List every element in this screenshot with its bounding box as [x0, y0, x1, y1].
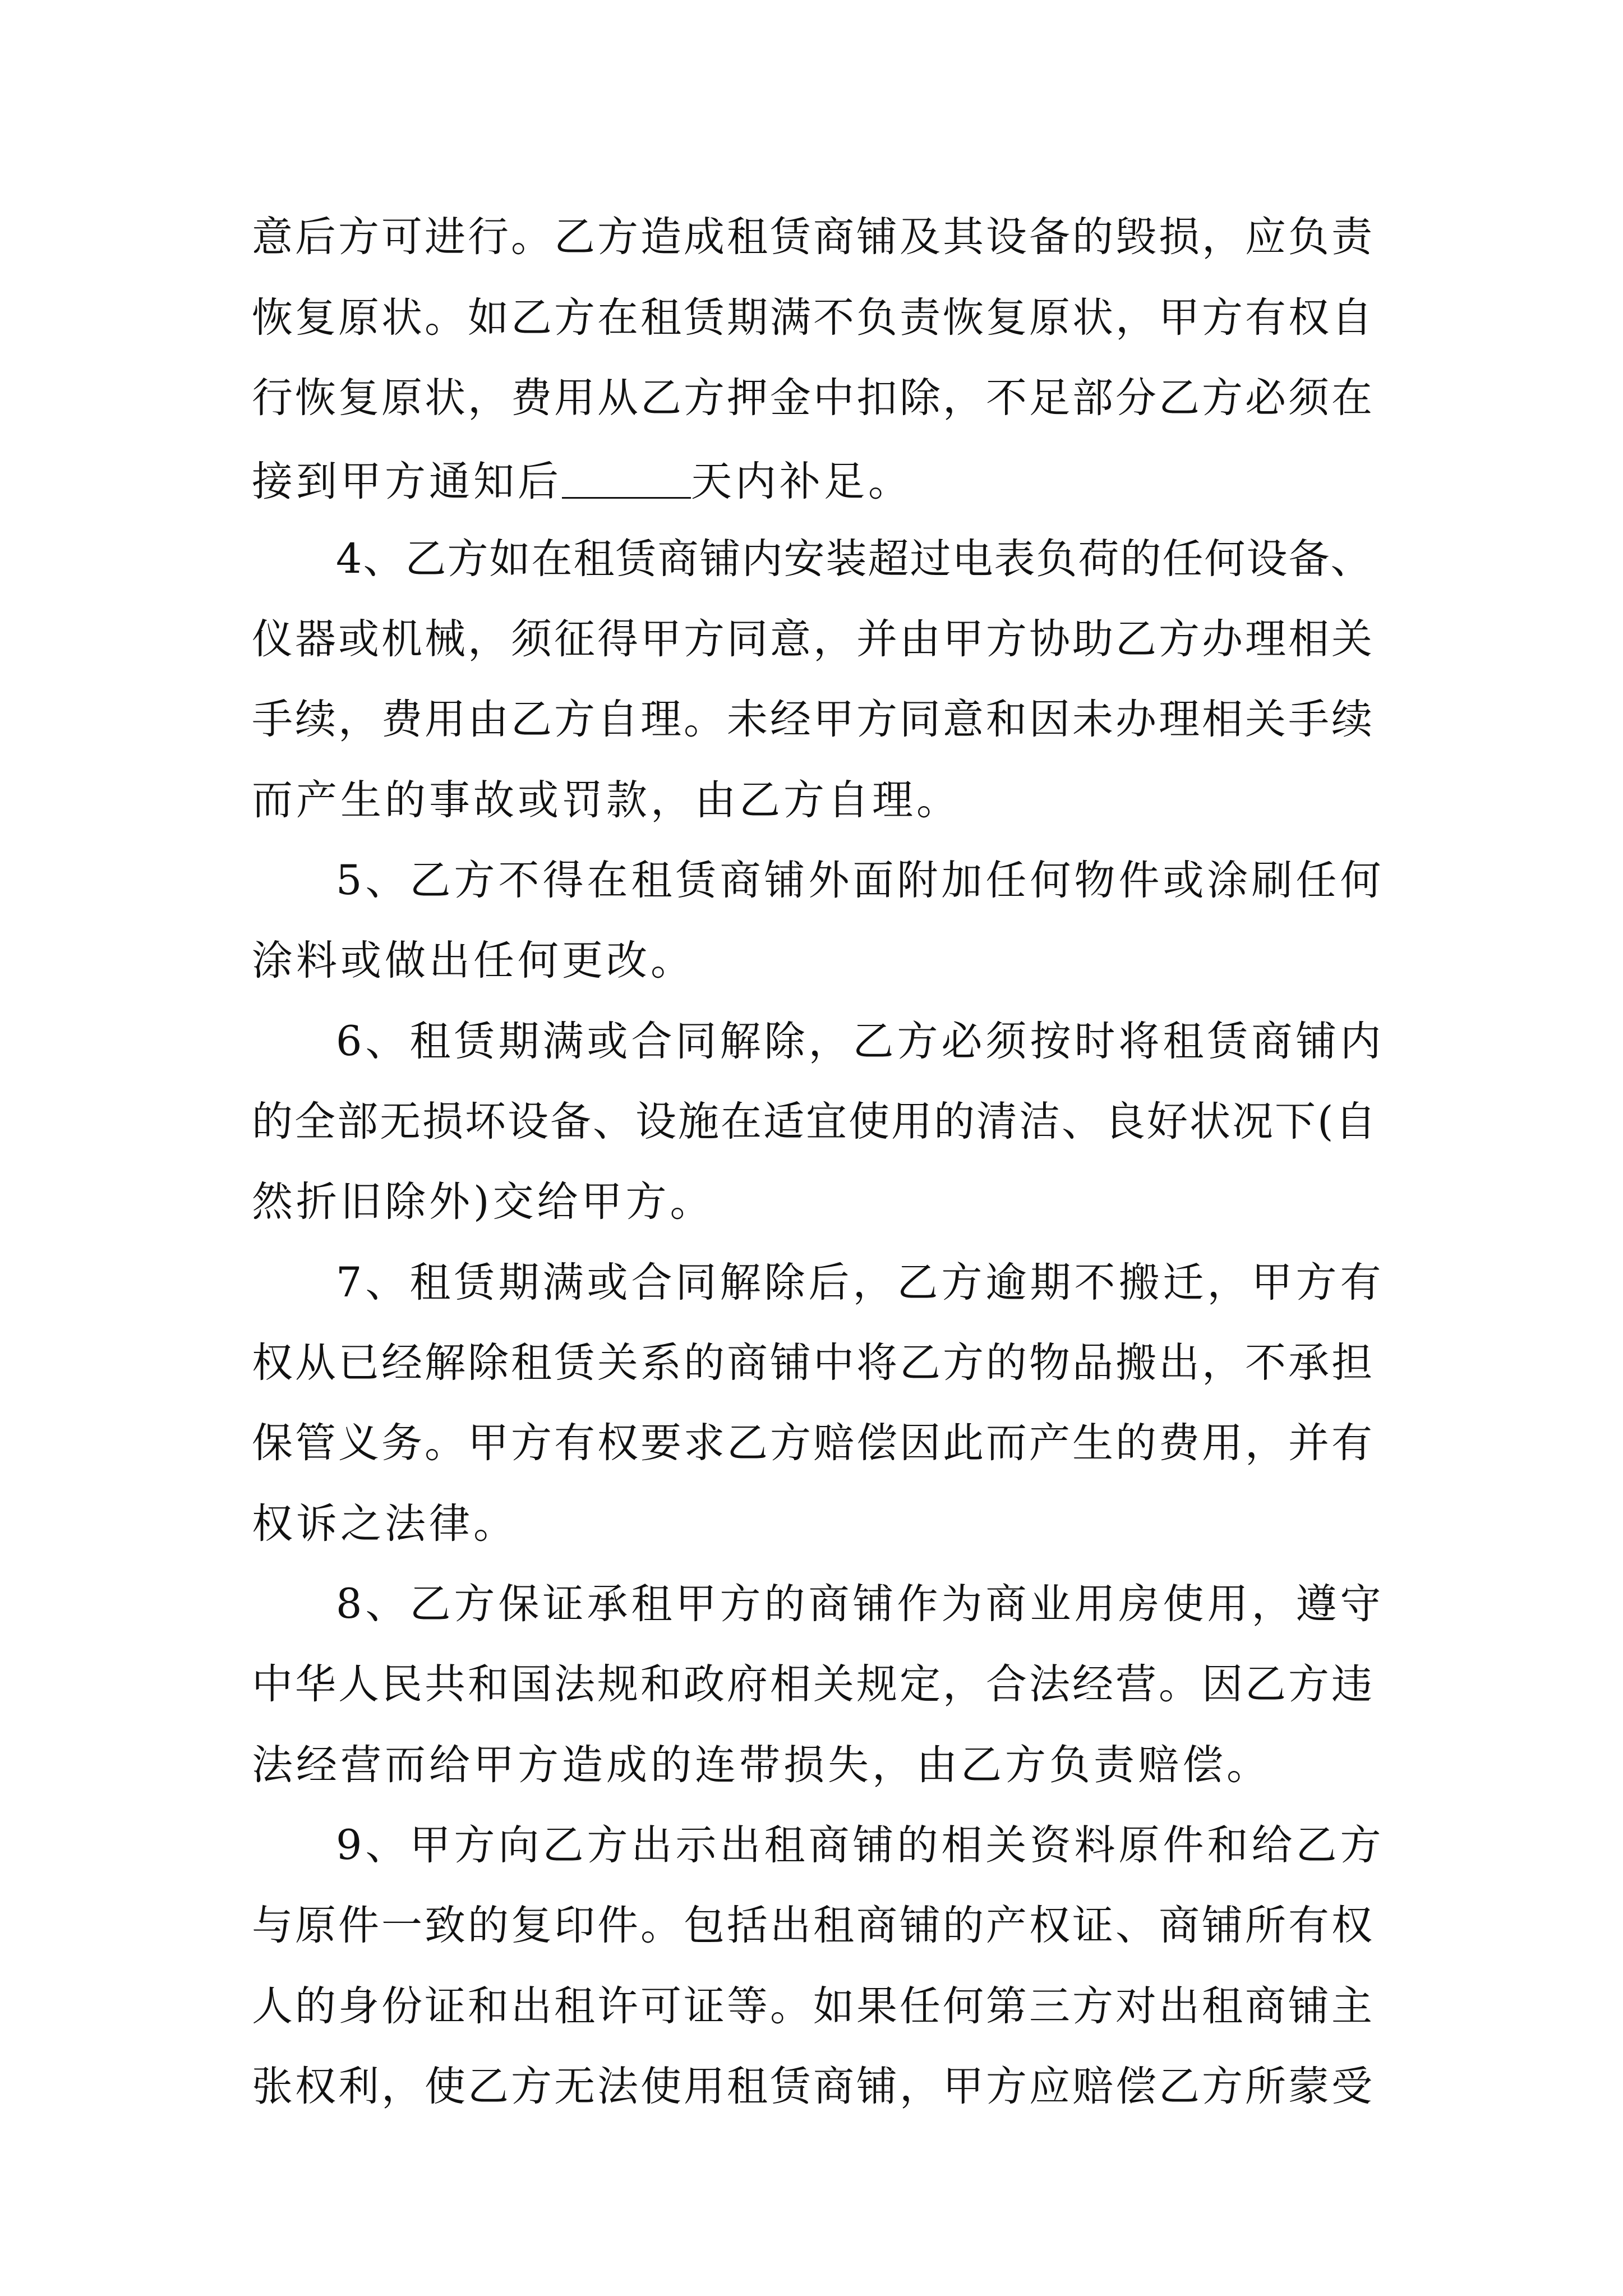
text-line: 手续，费用由乙方自理。未经甲方同意和因未办理相关手续	[252, 696, 1375, 743]
text-line: 中华人民共和国法规和政府相关规定，合法经营。因乙方违	[252, 1660, 1375, 1708]
text-line: 行恢复原状，费用从乙方押金中扣除，不足部分乙方必须在	[252, 374, 1375, 422]
fill-in-blank	[562, 458, 691, 499]
text-line: 涂料或做出任何更改。	[252, 937, 695, 984]
paragraph-8-start: 8、乙方保证承租甲方的商铺作为商业用房使用，遵守	[336, 1580, 1385, 1628]
paragraph-6-start: 6、租赁期满或合同解除，乙方必须按时将租赁商铺内	[336, 1018, 1385, 1065]
paragraph-5-start: 5、乙方不得在租赁商铺外面附加任何物件或涂刷任何	[336, 857, 1385, 904]
text-line: 仪器或机械，须征得甲方同意，并由甲方协助乙方办理相关	[252, 615, 1375, 663]
text-line: 意后方可进行。乙方造成租赁商铺及其设备的毁损，应负责	[252, 213, 1375, 261]
text-line: 的全部无损坏设备、设施在适宜使用的清洁、良好状况下(自	[252, 1098, 1378, 1145]
paragraph-4-start: 4、乙方如在租赁商铺内安装超过电表负荷的任何设备、	[336, 535, 1373, 583]
text-line: 人的身份证和出租许可证等。如果任何第三方对出租商铺主	[252, 1982, 1375, 2030]
text-line: 与原件一致的复印件。包括出租商铺的产权证、商铺所有权	[252, 1902, 1375, 1949]
text-line: 然折旧除外)交给甲方。	[252, 1178, 714, 1226]
paragraph-7-start: 7、租赁期满或合同解除后，乙方逾期不搬迁，甲方有	[336, 1259, 1385, 1306]
text-line: 而产生的事故或罚款，由乙方自理。	[252, 776, 961, 824]
paragraph-9-start: 9、甲方向乙方出示出租商铺的相关资料原件和给乙方	[336, 1821, 1385, 1869]
text-segment: 接到甲方通知后	[252, 458, 562, 505]
text-line: 权从已经解除租赁关系的商铺中将乙方的物品搬出，不承担	[252, 1339, 1375, 1387]
text-line: 恢复原状。如乙方在租赁期满不负责恢复原状，甲方有权自	[252, 294, 1375, 342]
text-line: 张权利，使乙方无法使用租赁商铺，甲方应赔偿乙方所蒙受	[252, 2063, 1375, 2110]
text-line	[252, 458, 912, 505]
text-line: 法经营而给甲方造成的连带损失，由乙方负责赔偿。	[252, 1741, 1271, 1789]
text-line: 权诉之法律。	[252, 1500, 518, 1548]
text-segment: 天内补足。	[691, 458, 912, 505]
text-line: 保管义务。甲方有权要求乙方赔偿因此而产生的费用，并有	[252, 1419, 1375, 1467]
